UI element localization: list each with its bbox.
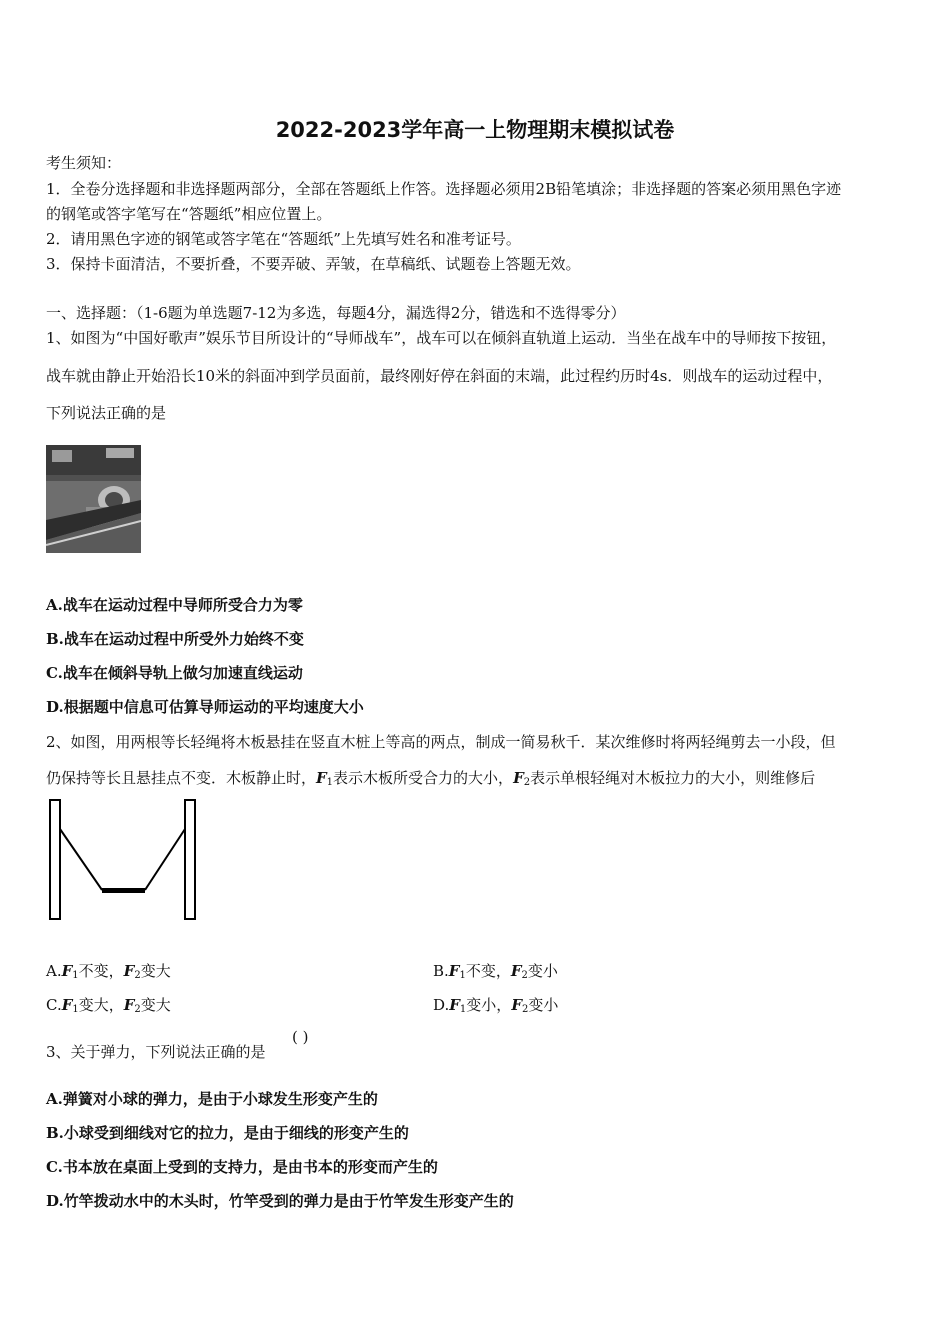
- f-symbol: F: [449, 996, 460, 1014]
- q1-option-d: D.根据题中信息可估算导师运动的平均速度大小: [46, 698, 364, 716]
- q1-stem-line-3: 下列说法正确的是: [46, 404, 167, 422]
- q2-stem-line-1: 2、如图，用两根等长轻绳将木板悬挂在竖直木桩上等高的两点，制成一简易秋千．某次维修时将两轻绳剪去一小段，但: [46, 733, 836, 751]
- swing-diagram: [46, 797, 201, 922]
- option-text: 变大，: [78, 996, 124, 1014]
- q1-option-b: B.战车在运动过程中所受外力始终不变: [46, 630, 304, 648]
- f-symbol: F: [513, 769, 524, 787]
- notice-line-1: 1．全卷分选择题和非选择题两部分，全部在答题纸上作答。选择题必须用2B铅笔填涂；非选择题的答案必须用黑色字迹: [46, 180, 842, 198]
- option-text: 变小，: [466, 996, 512, 1014]
- option-label: A.: [46, 962, 62, 980]
- q3-option-c: C.书本放在桌面上受到的支持力，是由书本的形变而产生的: [46, 1158, 438, 1176]
- subscript: 1: [326, 777, 334, 788]
- page-title: 2022-2023学年高一上物理期末模拟试卷: [275, 118, 675, 142]
- f-symbol: F: [123, 962, 135, 980]
- option-text: 不变，: [78, 962, 124, 980]
- f-symbol: F: [316, 769, 327, 787]
- option-text: 不变，: [465, 962, 511, 980]
- q1-option-a: A.战车在运动过程中导师所受合力为零: [46, 596, 303, 614]
- option-label: B.: [433, 962, 449, 980]
- f-symbol: F: [511, 996, 522, 1014]
- option-text: 变小: [528, 996, 559, 1014]
- option-label: D.: [433, 996, 450, 1014]
- option-text: 变大: [140, 962, 171, 980]
- q2-option-c: [46, 994, 171, 1015]
- f-symbol: F: [61, 962, 73, 980]
- q1-stem-line-1: 1、如图为“中国好歌声”娱乐节目所设计的“导师战车”，战车可以在倾斜直轨道上运动．当坐在战车中的导师按下按钮，: [46, 329, 837, 347]
- q1-stem-line-2: 战车就由静止开始沿长10米的斜面冲到学员面前，最终刚好停在斜面的末端，此过程约历时4s．则战车的运动过程中，: [46, 367, 833, 385]
- war-chariot-photo: [46, 445, 141, 553]
- q2-stem-text-b: 表示木板所受合力的大小，: [333, 769, 514, 787]
- f-symbol: F: [123, 996, 135, 1014]
- option-text: 变大: [140, 996, 171, 1014]
- section-heading: 一、选择题：（1-6题为单选题7-12为多选，每题4分，漏选得2分，错选和不选得零分）: [46, 304, 626, 322]
- q3-stem: 3、关于弹力，下列说法正确的是: [46, 1043, 266, 1061]
- q2-option-a: [46, 960, 171, 981]
- q3-option-d: D.竹竿拨动水中的木头时，竹竿受到的弹力是由于竹竿发生形变产生的: [46, 1192, 514, 1210]
- subscript: 2: [523, 777, 531, 788]
- notice-line-3: 3．保持卡面清洁，不要折叠，不要弄破、弄皱，在草稿纸、试题卷上答题无效。: [46, 255, 581, 273]
- q3-option-b: B.小球受到细线对它的拉力，是由于细线的形变产生的: [46, 1124, 409, 1142]
- q2-stem-line-2: [46, 767, 815, 788]
- q3-answer-paren: ( ): [292, 1028, 309, 1046]
- subscript: 2: [134, 1004, 141, 1015]
- q2-stem-text-c: 表示单根轻绳对木板拉力的大小，则维修后: [530, 769, 816, 787]
- subscript: 1: [459, 1004, 467, 1015]
- option-label: C.: [46, 996, 62, 1014]
- subscript: 1: [459, 970, 466, 981]
- notice-line-1b: 的钢笔或答字笔写在“答题纸”相应位置上。: [46, 205, 332, 223]
- notice-heading: 考生须知：: [46, 154, 122, 172]
- subscript: 2: [134, 970, 141, 981]
- subscript: 1: [72, 1004, 79, 1015]
- q2-option-d: [433, 994, 558, 1015]
- f-symbol: F: [448, 962, 460, 980]
- q1-option-c: C.战车在倾斜导轨上做匀加速直线运动: [46, 664, 303, 682]
- q2-stem-text-a: 仍保持等长且悬挂点不变．木板静止时，: [46, 769, 317, 787]
- notice-line-2: 2．请用黑色字迹的钢笔或答字笔在“答题纸”上先填写姓名和准考证号。: [46, 230, 521, 248]
- option-text: 变小: [527, 962, 558, 980]
- q3-option-a: A.弹簧对小球的弹力，是由于小球发生形变产生的: [46, 1090, 378, 1108]
- subscript: 2: [521, 1004, 529, 1015]
- q2-option-b: [433, 960, 558, 981]
- f-symbol: F: [510, 962, 522, 980]
- subscript: 1: [72, 970, 79, 981]
- f-symbol: F: [61, 996, 73, 1014]
- subscript: 2: [521, 970, 528, 981]
